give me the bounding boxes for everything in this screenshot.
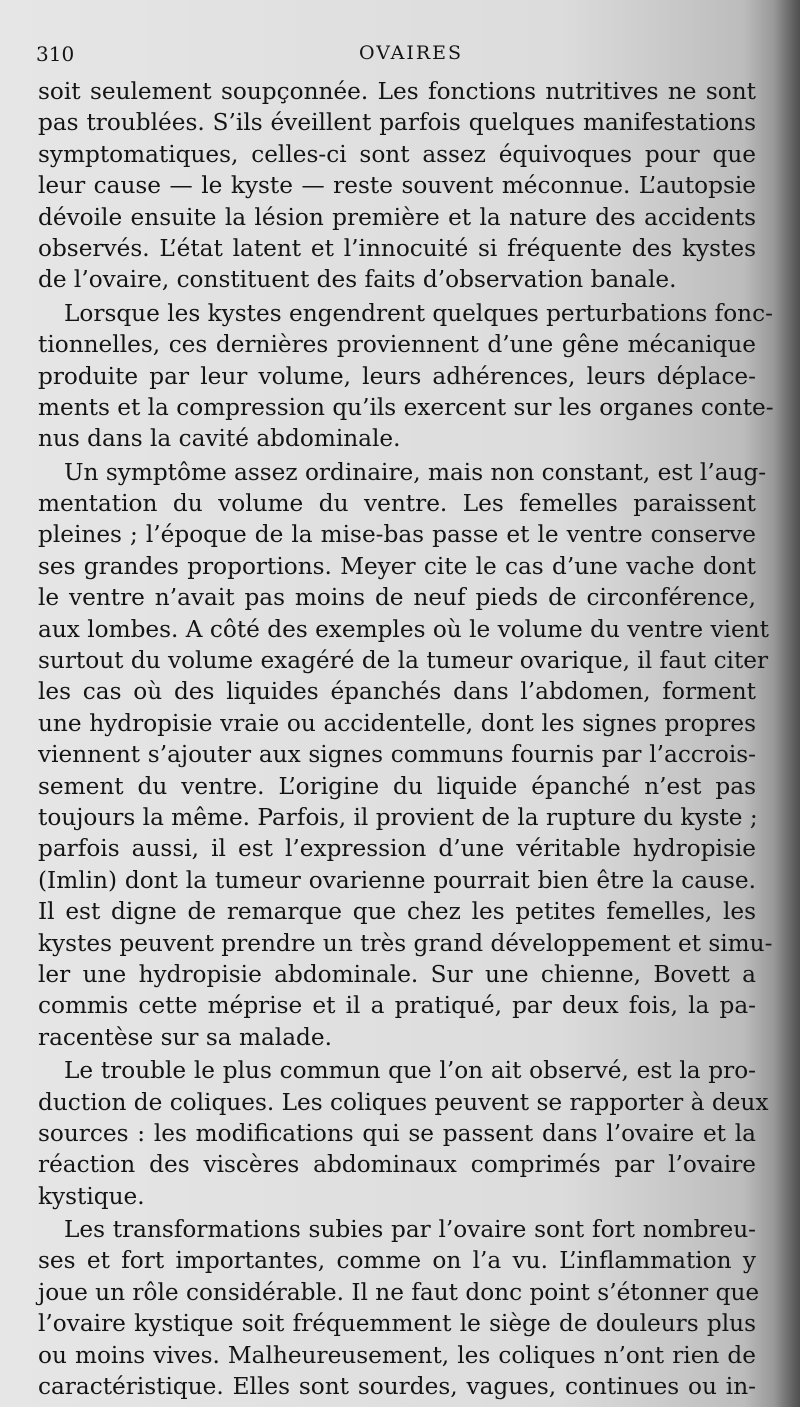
- text-line: (Imlin) dont la tumeur ovarienne pourrait bien être la cause.: [38, 866, 756, 894]
- text-line: dévoile ensuite la lésion première et la nature des accidents: [38, 203, 756, 231]
- paragraph: [38, 457, 773, 1053]
- text-line: symptomatiques, celles-ci sont assez équivoques pour que: [38, 140, 756, 168]
- paragraph: [38, 1055, 769, 1212]
- text-line: aux lombes. A côté des exemples où le volume du ventre vient: [38, 615, 769, 643]
- text-line: Les transformations subies par l’ovaire sont fort nombreu-: [64, 1216, 756, 1244]
- page-gutter-shadow: [774, 0, 800, 1407]
- paragraph: [38, 298, 774, 455]
- paragraph: [38, 1214, 760, 1402]
- text-line: ses grandes proportions. Meyer cite le cas d’une vache dont: [38, 552, 756, 580]
- text-line: nus dans la cavité abdominale.: [38, 425, 401, 453]
- text-line: kystes peuvent prendre un très grand développement et simu-: [38, 929, 773, 957]
- text-line: tionnelles, ces dernières proviennent d’une gêne mécanique: [38, 331, 756, 359]
- page-number: 310: [36, 42, 75, 66]
- text-line: observés. L’état latent et l’innocuité si fréquente des kystes: [38, 234, 756, 262]
- text-line: soit seulement soupçonnée. Les fonctions nutritives ne sont: [38, 78, 756, 105]
- text-line: pas troublées. S’ils éveillent parfois quelques manifestations: [38, 109, 756, 137]
- text-line: viennent s’ajouter aux signes communs fournis par l’accrois-: [38, 741, 756, 769]
- text-line: sources : les modifications qui se passent dans l’ovaire et la: [38, 1119, 756, 1147]
- text-line: produite par leur volume, leurs adhérences, leurs déplace-: [38, 362, 756, 390]
- text-line: kystique.: [38, 1182, 145, 1210]
- body-text: [38, 76, 774, 1402]
- text-line: toujours la même. Parfois, il provient de la rupture du kyste ;: [38, 803, 758, 831]
- text-line: joue un rôle considérable. Il ne faut donc point s’étonner que: [38, 1278, 760, 1306]
- running-title: OVAIRES: [358, 42, 464, 64]
- text-line: Il est digne de remarque que chez les petites femelles, les: [38, 898, 756, 926]
- text-line: Un symptôme assez ordinaire, mais non constant, est l’aug-: [64, 458, 767, 486]
- text-line: l’ovaire kystique soit fréquemment le siège de douleurs plus: [38, 1310, 756, 1338]
- text-line: ses et fort importantes, comme on l’a vu. L’inflammation y: [38, 1247, 756, 1275]
- text-line: duction de coliques. Les coliques peuvent se rapporter à deux: [38, 1088, 769, 1116]
- text-line: Le trouble le plus commun que l’on ait observé, est la pro-: [64, 1057, 756, 1085]
- text-line: pleines ; l’époque de la mise-bas passe et le ventre conserve: [38, 521, 756, 549]
- text-line: sement du ventre. L’origine du liquide épanché n’est pas: [38, 772, 756, 800]
- text-line: racentèse sur sa malade.: [38, 1023, 332, 1051]
- text-line: les cas où des liquides épanchés dans l’abdomen, forment: [38, 678, 756, 706]
- text-line: parfois aussi, il est l’expression d’une véritable hydropisie: [38, 835, 756, 863]
- text-line: leur cause — le kyste — reste souvent méconnue. L’autopsie: [38, 172, 756, 200]
- text-line: Lorsque les kystes engendrent quelques perturbations fonc-: [64, 299, 773, 327]
- text-line: surtout du volume exagéré de la tumeur ovarique, il faut citer: [38, 647, 769, 675]
- text-line: mentation du volume du ventre. Les femelles paraissent: [38, 490, 756, 518]
- text-line: le ventre n’avait pas moins de neuf pieds de circonférence,: [38, 584, 756, 612]
- text-line: caractéristique. Elles sont sourdes, vagues, continues ou in-: [38, 1373, 756, 1401]
- text-line: ments et la compression qu’ils exercent sur les organes conte-: [38, 393, 774, 421]
- text-line: ou moins vives. Malheureusement, les coliques n’ont rien de: [38, 1341, 756, 1369]
- text-line: ler une hydropisie abdominale. Sur une chienne, Bovett a: [38, 960, 756, 988]
- page-header: [36, 42, 746, 72]
- paragraph: [38, 76, 756, 296]
- text-line: réaction des viscères abdominaux comprimés par l’ovaire: [38, 1151, 756, 1179]
- text-line: une hydropisie vraie ou accidentelle, dont les signes propres: [38, 709, 756, 737]
- text-line: de l’ovaire, constituent des faits d’observation banale.: [38, 266, 677, 294]
- text-line: commis cette méprise et il a pratiqué, par deux fois, la pa-: [38, 992, 756, 1020]
